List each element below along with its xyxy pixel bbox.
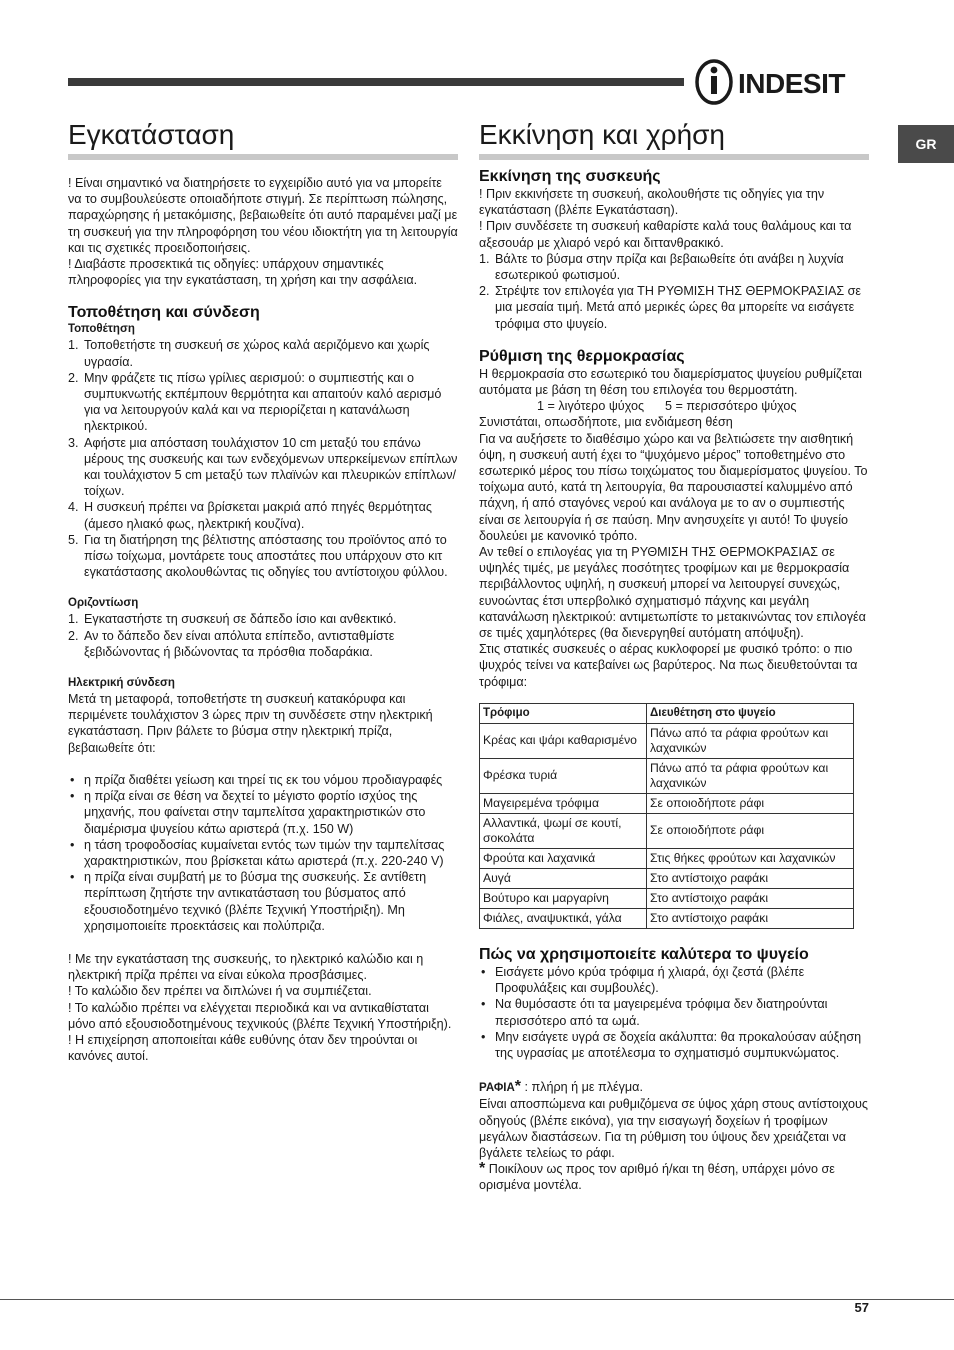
intro-paragraph-2: ! Διαβάστε προσεκτικά τις οδηγίες: υπάρχουν σημαντικές πληροφορίες για την εγκατάσταση, τη χρήση και την ασφάλεια. [68, 257, 418, 288]
list-item: 2. Στρέψτε τον επιλογέα για ΤΗ ΡΥΘΜΙΣΗ ΤΗΣ ΘΕΡΜΟΚΡΑΣΙΑΣ σε μια μεσαία τιμή. Μετά από μερικές ώρες θα μπορείτε να εισάγετε τρόφιμα στο ψυγείο. [479, 284, 862, 331]
temperature-paragraph: Στις στατικές συσκευές ο αέρας κυκλοφορεί με φυσικό τρόπο: ο πιο ψυχρός τείνει να κατεβαίνει ως βαρύτερος. Να πως διευθετούνται τα τρόφιμα: [479, 642, 858, 689]
table-row: Αλλαντικά, ψωμί σε κουτί, σοκολάτα Σε οποιοδήποτε ράφι [480, 813, 854, 848]
list-item: 2. Μην φράζετε τις πίσω γρίλιες αερισμού: ο συμπιεστής και ο συμπυκνωτής εκπέμπουν θερμότητα και απαιτούν καλό αερισμό για να λειτουργούν καλά και να περιορίζεται η κατανάλωση ηλεκτρικού. [68, 370, 442, 434]
temperature-paragraph: Συνιστάται, οπωσδήποτε, μια ενδιάμεση θέση [479, 415, 733, 430]
table-row: Βούτυρο και μαργαρίνη Στο αντίστοιχο ραφάκι [480, 888, 854, 908]
footnote-text: Ποικίλουν ως προς τον αριθμό ή/και τη θέση, υπάρχει μόνο σε ορισμένα μοντέλα. [479, 1162, 835, 1193]
table-row: Μαγειρεμένα τρόφιμα Σε οποιοδήποτε ράφι [480, 793, 854, 813]
warning-text: ! Με την εγκατάσταση της συσκευής, το ηλεκτρικό καλώδιο και η ηλεκτρική πρίζα πρέπει να είναι εύκολα προσβάσιμες. [68, 951, 424, 983]
table-row: Φρούτα και λαχανικά Στις θήκες φρούτων και λαχανικών [480, 848, 854, 868]
list-item: • η τάση τροφοδοσίας κυμαίνεται εντός των τιμών την ταμπελίτσας χαρακτηριστικών, που βρίσκεται κάτω αριστερά (π.χ. 220-240 V) [70, 837, 445, 868]
table-row: Αυγά Στο αντίστοιχο ραφάκι [480, 868, 854, 888]
start-paragraph: ! Πριν συνδέσετε τη συσκευή καθαρίστε καλά τους θαλάμους και τα αξεσουάρ με χλιαρό νερό και διττανθρακικό. [479, 219, 852, 250]
list-item: 5. Για τη διατήρηση της βέλτιστης απόστασης του προϊόντος από το πίσω τοίχωμα, μοντάρετε τους αποστάτες που υπάρχουν στο κιτ εγκατάστασης ακολουθώντας τις οδηγίες του αντίστοιχου φύλλου. [68, 532, 448, 580]
electrical-intro: Μετά τη μεταφορά, τοποθετήστε τη συσκευή κατακόρυφα και περιμένετε τουλάχιστον 3 ώρες πριν τη συνδέσετε στην ηλεκτρική εγκατάσταση. Πριν βάλετε το βύσμα στην ηλεκτρική πρίζα, βεβαιωθείτε ότι: [68, 692, 433, 755]
language-badge: GR [898, 125, 954, 163]
temperature-paragraph: Για να αυξήσετε το διαθέσιμο χώρο και να βελτιώσετε την αισθητική όψη, η συσκευή αυτή έχει το “ψυχόμενο μέρος” τοποθετημένο στο εσωτερικό μέρος του πίσω τοιχώματος του διαμερίσματος ψυγείου. Το τοίχωμα αυτό, κατά τη λειτουργία, θα παρουσιαστεί καλυμμένο από πάχνη, ή από σταγόνες νερού και ανάλογα με το αν ο συμπιεστής είναι σε λειτουργία ή σε παύση. Μην ανησυχείτε γι αυτό! Το ψυγείο δουλεύει με κανονικό τρόπο. [479, 431, 868, 543]
leveling-subheading: Οριζοντίωση [68, 597, 139, 610]
placement-subheading: Τοποθέτηση [68, 323, 135, 336]
list-item: • η πρίζα είναι συμβατή με το βύσμα της συσκευής. Σε αντίθετη περίπτωση ζητήστε την αντικατάσταση του βύσματος από εξουσιοδοτημένο τεχνικό (βλέπε Τεχνική Υποστήριξη). Μη χρησιμοποιείτε προεκτάσεις και πολύπριζα. [70, 870, 427, 933]
installation-column [68, 118, 458, 1064]
usage-column [479, 118, 869, 1194]
footer-rule [0, 1299, 954, 1300]
footnote [479, 1161, 869, 1193]
food-placement-table [479, 703, 854, 929]
shelves-label-line [479, 1079, 869, 1096]
table-row: Κρέας και ψάρι καθαρισμένο Πάνω από τα ράφια φρούτων και λαχανικών [480, 723, 854, 758]
list-item: 1. Εγκαταστήστε τη συσκευή σε δάπεδο ίσιο και ανθεκτικό. [68, 612, 397, 627]
warning-text: ! Το καλώδιο πρέπει να ελέγχεται περιοδικά και να αντικαθίσταται μόνο από εξουσιοδοτημένους τεχνικούς (βλέπε Τεχνική Υποστήριξη). [68, 1000, 452, 1031]
list-item: • Μην εισάγετε υγρά σε δοχεία ακάλυπτα: θα προκαλούσαν αύξηση της υγρασίας με αποτέλεσμα το σχηματισμό συμπυκνώματος. [481, 1029, 862, 1060]
table-row: Φρέσκα τυριά Πάνω από τα ράφια φρούτων και λαχανικών [480, 758, 854, 793]
list-item: • Να θυμόσαστε ότι τα μαγειρεμένα τρόφιμα δεν διατηρούνται περισσότερο από τα ωμά. [481, 997, 828, 1028]
list-item: 1. Τοποθετήστε τη συσκευή σε χώρος καλά αεριζόμενο και χωρίς υγρασία. [68, 338, 430, 369]
temperature-heading: Ρύθμιση της θερμοκρασίας [479, 347, 685, 365]
electrical-checklist [68, 772, 458, 934]
list-item: 3. Αφήστε μια απόσταση τουλάχιστον 10 cm μεταξύ του επάνω μέρους της συσκευής και των ενδεχόμενων υπερκείμενων επίπλων και τουλάχιστον 5 cm μεταξύ των πλαϊνών και πλευρικών επίπλων/τοίχων. [68, 435, 458, 499]
best-use-list [479, 964, 869, 1061]
start-heading: Εκκίνηση της συσκευής [479, 168, 661, 185]
start-paragraph: ! Πριν εκκινήσετε τη συσκευή, ακολουθήστε τις οδηγίες για την εγκατάσταση (βλέπε Εγκατάσταση). [479, 187, 825, 218]
list-item: • η πρίζα διαθέτει γείωση και τηρεί τις εκ του νόμου προδιαγραφές [70, 772, 443, 787]
scale-high: 5 = περισσότερο ψύχος [665, 399, 797, 414]
installation-title: Εγκατάσταση [68, 118, 458, 160]
table-header: Τρόφιμο [480, 703, 647, 723]
temperature-paragraph: Η θερμοκρασία στο εσωτερικό του διαμερίσματος ψυγείου ρυθμίζεται αυτόματα με βάση τη θέση του επιλογέα του θερμοστάτη. [479, 366, 862, 398]
list-item: 2. Αν το δάπεδο δεν είναι απόλυτα επίπεδο, αντισταθμίστε ξεβιδώνοντας ή βιδώνοντας τα πρόσθια ποδαράκια. [68, 628, 395, 659]
intro-paragraph-1: ! Είναι σημαντικό να διατηρήσετε το εγχειρίδιο αυτό για να μπορείτε να το συμβουλεύεστε οποιαδήποτε στιγμή. Σε περίπτωση πώλησης, παραχώρησης ή μετακόμισης, βεβαιωθείτε ότι αυτό παραμένει μαζί με τη συσκευή για την πληροφόρηση του νέου ιδιοκτήτη για τη λειτουργία και τις σχετικές προειδοποιήσεις. [68, 176, 458, 255]
warning-text: ! Η επιχείρηση αποποιείται κάθε ευθύνης όταν δεν τηρούνται οι κανόνες αυτοί. [68, 1032, 418, 1064]
table-header-row [480, 703, 854, 723]
table-header: Διευθέτηση στο ψυγείο [647, 703, 854, 723]
placement-heading: Τοποθέτηση και σύνδεση [68, 304, 260, 322]
scale-low: 1 = λιγότερο ψύχος [537, 399, 645, 414]
list-item: • Εισάγετε μόνο κρύα τρόφιμα ή χλιαρά, όχι ζεστά (βλέπε Προφυλάξεις και συμβουλές). [481, 964, 805, 996]
table-row: Φιάλες, αναψυκτικά, γάλα Στο αντίστοιχο ραφάκι [480, 908, 854, 928]
placement-list [68, 337, 458, 580]
shelves-label: ΡΑΦΙΑ [479, 1082, 515, 1095]
shelves-label-rest: : πλήρη ή με πλέγμα. [521, 1080, 643, 1095]
asterisk: * [514, 1078, 521, 1096]
shelves-text: Είναι αποσπώμενα και ρυθμιζόμενα σε ύψος χάρη στους αντίστοιχους οδηγούς (βλέπε εικόνα), για την εισαγωγή δοχείων ή τροφίμων μεγάλων διαστάσεων. Για τη ρύθμιση του ύψους δεν χρειάζεται να βγάλετε τελείως το ράφι. [479, 1097, 868, 1160]
warning-text: ! Το καλώδιο δεν πρέπει να διπλώνει ή να συμπιέζεται. [68, 984, 372, 999]
brand-wordmark: INDESIT [738, 68, 845, 99]
list-item: 1. Βάλτε το βύσμα στην πρίζα και βεβαιωθείτε ότι ανάβει η λυχνία εσωτερικού φωτισμού. [479, 251, 844, 283]
best-use-heading: Πώς να χρησιμοποιείτε καλύτερα το ψυγείο [479, 945, 809, 963]
temperature-paragraph: Αν τεθεί ο επιλογέας για τη ΡΥΘΜΙΣΗ ΤΗΣ ΘΕΡΜΟΚΡΑΣΙΑΣ σε υψηλές τιμές, με μεγάλες ποσότητες τροφίμων και με θερμοκρασία περιβάλλοντος υψηλή, η συσκευή μπορεί να λειτουργεί συνεχώς, ευνοώντας έτσι υπερβολικό σχηματισμό πάχνης και μεγάλη κατανάλωση ηλεκτρικού: αντιμετωπίστε το μετακινώντας τον επιλογέα σε τιμές χαμηλότερες (θα διενεργηθεί αυτόματη απόψυξη). [479, 545, 866, 641]
usage-title: Εκκίνηση και χρήση [479, 118, 869, 160]
page-number: 57 [854, 1300, 869, 1315]
electrical-subheading: Ηλεκτρική σύνδεση [68, 677, 175, 690]
thermostat-scale [479, 398, 869, 414]
header-rule [68, 78, 684, 86]
start-list [479, 251, 869, 332]
asterisk: * [479, 1160, 486, 1178]
brand-logo [694, 58, 870, 106]
list-item: 4. Η συσκευή πρέπει να βρίσκεται μακριά από πηγές θερμότητας (άμεσο ηλιακό φως, ηλεκτρική κουζίνα). [68, 500, 432, 531]
list-item: • η πρίζα είναι σε θέση να δεχτεί το μέγιστο φορτίο ισχύος της μηχανής, που φαίνεται στην ταμπελίτσα χαρακτηριστικών στο διαμέρισμα ψυγείου κάτω αριστερά (π.χ. 150 W) [70, 789, 426, 836]
leveling-list [68, 611, 458, 660]
